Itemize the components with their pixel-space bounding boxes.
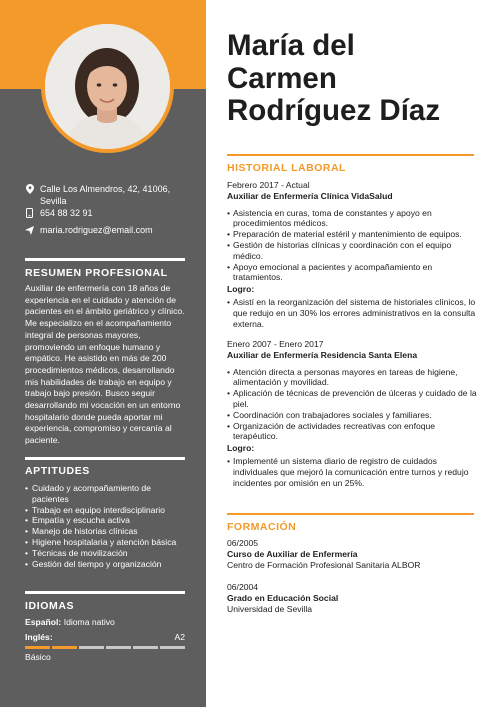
phone-text: 654 88 32 91 [40,208,93,218]
education-degree: Grado en Educación Social [227,593,339,604]
language-english [25,632,185,642]
list-item: • Gestión de historias clínicas y coordinación con el equipo médico. [227,240,477,262]
location-icon [25,183,34,195]
job-role: Auxiliar de Enfermería Residencia Santa Elena [227,349,418,360]
list-item: • Gestión del tiempo y organización [25,559,185,570]
list-item: • Trabajo en equipo interdisciplinario [25,505,185,516]
job-entry [227,180,477,329]
list-item: • Implementé un sistema diario de registro de cuidados individuales que mejoró la comunicación entre turnos y redujo incidentes por omisión en un 25%. [227,456,477,488]
experience-rule [227,154,474,156]
job-dates: Febrero 2017 - Actual [227,180,310,190]
profile-photo [45,24,170,149]
contact-phone [25,207,93,219]
experience-heading: HISTORIAL LABORAL [227,162,346,174]
name-line: María del [227,29,355,62]
phone-icon [25,207,34,219]
list-item: • Coordinación con trabajadores sociales y familiares. [227,410,477,421]
list-item: • Manejo de historias clínicas [25,526,185,537]
education-date: 06/2005 [227,538,259,548]
education-date: 06/2004 [227,582,259,592]
list-item: • Organización de actividades recreativas con enfoque terapéutico. [227,421,477,443]
contact-address [25,183,185,207]
achievement-label: Logro: [227,284,255,295]
education-school: Universidad de Sevilla [227,604,313,615]
list-item: • Apoyo emocional a pacientes y acompañamiento en tratamientos. [227,262,477,284]
send-icon [25,224,34,236]
job-achievement [227,456,477,488]
list-item: • Atención directa a personas mayores en tareas de higiene, alimentación y movilidad. [227,367,477,389]
level-segment [133,646,158,649]
job-achievement [227,297,477,329]
skills-rule [25,457,185,460]
language-label: Inglés: [25,632,53,642]
name-line: Rodríguez Díaz [227,94,441,127]
language-level-code: A2 [174,632,185,642]
list-item: • Aplicación de técnicas de prevención de úlceras y cuidado de la piel. [227,388,477,410]
list-item: • Asistencia en curas, toma de constantes y apoyo en procedimientos médicos. [227,208,477,230]
language-spanish [25,617,185,627]
education-school: Centro de Formación Profesional Sanitaria ALBOR [227,560,421,571]
job-dates: Enero 2007 - Enero 2017 [227,339,324,349]
summary-heading: RESUMEN PROFESIONAL [25,267,168,279]
email-link[interactable]: maria.rodriguez@email.com [40,225,153,235]
education-entry [227,582,477,616]
education-entry [227,538,477,572]
level-segment [160,646,185,649]
languages-heading: IDIOMAS [25,600,75,612]
level-segment [52,646,77,649]
education-heading: FORMACIÓN [227,521,297,533]
address-text: Calle Los Almendros, 42, 41006, Sevilla [40,184,171,206]
contact-email [25,224,153,236]
job-role: Auxiliar de Enfermería Clínica VidaSalud [227,190,393,201]
summary-text: Auxiliar de enfermería con 18 años de experiencia en el cuidado y atención de pacientes en el ámbito geriátrico y clínico. Me especializo en el acompañamiento integral de personas mayores, promoviendo un enfoque humano y empático. He asistido en más de 200 procedimientos médicos, desarrollando mis habilidades de trabajo en equipo y trabajo bajo presión. Busco seguir desarrollando mi vocación en un entorno hospitalario donde pueda aportar mi experiencia, compromiso y cercanía al paciente. [25,283,185,446]
list-item: • Higiene hospitalaria y atención básica [25,537,185,548]
person-name [227,30,487,128]
list-item: • Empatía y escucha activa [25,515,185,526]
languages-rule [25,591,185,594]
achievement-label: Logro: [227,443,255,454]
language-english-level [25,652,185,662]
job-entry [227,339,477,488]
summary-rule [25,258,185,261]
list-item: • Asistí en la reorganización del sistema de historiales clínicos, lo que redujo en un 30% los errores administrativos en la consulta externa. [227,297,477,329]
language-level: Idioma nativo [63,617,115,627]
name-line: Carmen [227,61,337,95]
level-segment [25,646,50,649]
list-item: • Técnicas de movilización [25,548,185,559]
language-level-text: Básico [25,652,51,662]
job-duties [227,367,477,443]
language-label: Español: [25,617,62,627]
job-duties [227,208,477,284]
level-segment [106,646,131,649]
education-rule [227,513,474,515]
list-item: • Preparación de material estéril y mantenimiento de equipos. [227,229,477,240]
level-segment [79,646,104,649]
language-level-bar [25,646,185,649]
education-degree: Curso de Auxiliar de Enfermería [227,549,358,560]
skills-list [25,483,185,569]
list-item: • Cuidado y acompañamiento de pacientes [25,483,185,505]
skills-heading: APTITUDES [25,465,90,477]
